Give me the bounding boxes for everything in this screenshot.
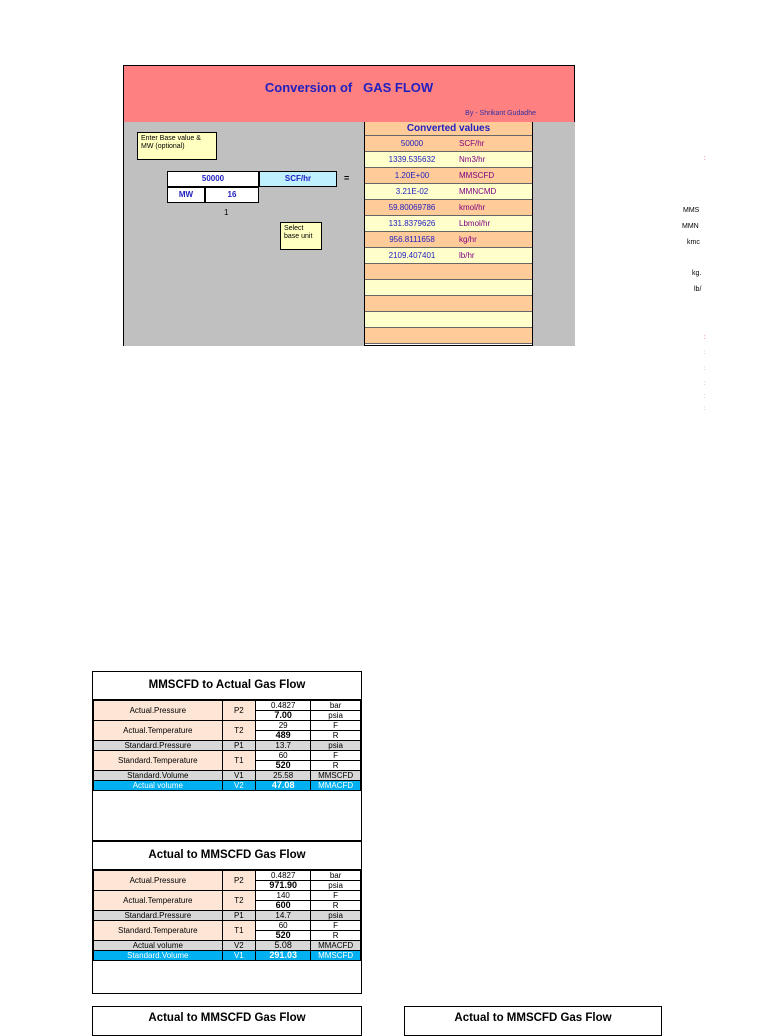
converted-value: 59.80069786 xyxy=(388,203,436,212)
actual-to-mmscfd-table-4 xyxy=(404,1006,662,1036)
unit: F xyxy=(311,751,361,761)
note-select-base-unit: Select base unit xyxy=(280,222,322,250)
converted-value: 1.20E+00 xyxy=(394,171,430,180)
converted-value-row xyxy=(365,328,532,344)
label: Standard.Volume xyxy=(94,951,223,961)
value: 7.00 xyxy=(256,711,311,721)
converted-unit: Nm3/hr xyxy=(459,155,486,164)
unit: psia xyxy=(311,881,361,891)
actual-to-mmscfd-table xyxy=(92,841,362,994)
label: Standard.Temperature xyxy=(94,921,223,941)
value: 600 xyxy=(256,901,311,911)
side-label-lb: lb/ xyxy=(694,286,702,293)
value: 520 xyxy=(256,761,311,771)
converted-value-row xyxy=(365,152,532,168)
unit: MMSCFD xyxy=(311,771,361,781)
mw-input[interactable]: 16 xyxy=(205,187,259,203)
side-label-mmncmd: MMN xyxy=(682,223,699,230)
mw-label: MW xyxy=(167,187,205,203)
side-marker: : xyxy=(704,350,706,356)
converted-value-row xyxy=(365,248,532,264)
symbol: V2 xyxy=(222,941,256,951)
converted-value-row xyxy=(365,184,532,200)
side-label-kmol: kmc xyxy=(687,239,700,246)
converted-unit: MMNCMD xyxy=(459,187,497,196)
value: 489 xyxy=(256,731,311,741)
symbol: T1 xyxy=(222,921,256,941)
label: Actual.Pressure xyxy=(94,871,223,891)
value[interactable]: 25.58 xyxy=(256,771,311,781)
unit: F xyxy=(311,921,361,931)
equals-sign: = xyxy=(344,173,350,183)
value[interactable]: 140 xyxy=(256,891,311,901)
converted-value: 50000 xyxy=(400,139,424,148)
table-title: Actual to MMSCFD Gas Flow xyxy=(148,849,306,861)
symbol: P1 xyxy=(222,741,256,751)
unit: R xyxy=(311,901,361,911)
label: Actual volume xyxy=(94,781,223,791)
converted-value-row xyxy=(365,280,532,296)
actual-to-mmscfd-table-3 xyxy=(92,1006,362,1036)
label: Standard.Temperature xyxy=(94,751,223,771)
value: 971.90 xyxy=(256,881,311,891)
converted-value-row xyxy=(365,232,532,248)
table-grid xyxy=(93,870,361,961)
converter-title: Conversion of GAS FLOW xyxy=(264,80,434,95)
converted-value-row xyxy=(365,136,532,152)
side-marker: : xyxy=(704,156,706,162)
converter-header xyxy=(124,66,574,123)
unit: psia xyxy=(311,741,361,751)
converted-values-header: Converted values xyxy=(365,122,532,136)
unit: MMACFD xyxy=(311,781,361,791)
value[interactable]: 13.7 xyxy=(256,741,311,751)
converted-unit: kg/hr xyxy=(459,235,477,244)
unit: psia xyxy=(311,711,361,721)
side-label-mmscfd: MMS xyxy=(683,207,700,214)
label: Actual.Temperature xyxy=(94,891,223,911)
unit: R xyxy=(311,731,361,741)
unit: bar xyxy=(311,701,361,711)
unit: R xyxy=(311,931,361,941)
converted-unit: lb/hr xyxy=(459,251,475,260)
result-value: 291.03 xyxy=(256,951,311,961)
table-title: Actual to MMSCFD Gas Flow xyxy=(454,1012,612,1024)
converted-value: 3.21E-02 xyxy=(395,187,429,196)
label: Standard.Pressure xyxy=(94,911,223,921)
converted-value: 1339.535632 xyxy=(388,155,436,164)
right-gray-area xyxy=(532,122,575,346)
symbol: P2 xyxy=(222,701,256,721)
index-value: 1 xyxy=(224,208,229,217)
value[interactable]: 0.4827 xyxy=(256,871,311,881)
converted-value-row xyxy=(365,168,532,184)
symbol: P2 xyxy=(222,871,256,891)
value: 520 xyxy=(256,931,311,941)
symbol: V2 xyxy=(222,781,256,791)
result-value: 47.08 xyxy=(256,781,311,791)
value[interactable]: 5.08 xyxy=(256,941,311,951)
converted-value-row xyxy=(365,264,532,280)
symbol: V1 xyxy=(222,771,256,781)
table-title: Actual to MMSCFD Gas Flow xyxy=(148,1012,306,1024)
symbol: P1 xyxy=(222,911,256,921)
input-area xyxy=(124,122,365,346)
side-label-kg: kg. xyxy=(692,270,702,277)
label: Actual volume xyxy=(94,941,223,951)
converted-value: 131.8379626 xyxy=(388,219,436,228)
gas-flow-converter-panel xyxy=(123,65,575,346)
unit: F xyxy=(311,721,361,731)
mmscfd-to-actual-table xyxy=(92,671,362,841)
unit: F xyxy=(311,891,361,901)
converted-value-row xyxy=(365,296,532,312)
side-marker: : xyxy=(704,394,706,400)
converted-unit: Lbmol/hr xyxy=(459,219,491,228)
converted-value-row xyxy=(365,312,532,328)
value[interactable]: 29 xyxy=(256,721,311,731)
side-marker: : xyxy=(704,366,706,372)
unit: bar xyxy=(311,871,361,881)
base-value-input[interactable]: 50000 xyxy=(167,171,259,187)
unit: MMSCFD xyxy=(311,951,361,961)
unit: psia xyxy=(311,911,361,921)
note-enter-base: Enter Base value & MW (optional) xyxy=(137,132,217,160)
value[interactable]: 0.4827 xyxy=(256,701,311,711)
symbol: T1 xyxy=(222,751,256,771)
table-grid xyxy=(93,700,361,791)
symbol: V1 xyxy=(222,951,256,961)
value[interactable]: 60 xyxy=(256,921,311,931)
converted-unit: kmol/hr xyxy=(459,203,486,212)
converted-value: 2109.407401 xyxy=(388,251,436,260)
converted-value-row xyxy=(365,216,532,232)
value[interactable]: 14.7 xyxy=(256,911,311,921)
side-marker: : xyxy=(704,406,706,412)
unit: R xyxy=(311,761,361,771)
label: Standard.Pressure xyxy=(94,741,223,751)
value[interactable]: 60 xyxy=(256,751,311,761)
unit: MMACFD xyxy=(311,941,361,951)
converted-unit: SCF/hr xyxy=(459,139,485,148)
symbol: T2 xyxy=(222,721,256,741)
converted-value-row xyxy=(365,200,532,216)
converted-unit: MMSCFD xyxy=(459,171,495,180)
side-marker: : xyxy=(704,335,706,341)
symbol: T2 xyxy=(222,891,256,911)
converter-author: By - Shrikant Gudadhe xyxy=(465,110,536,117)
base-unit-select[interactable]: SCF/hr xyxy=(259,171,337,187)
label: Actual.Pressure xyxy=(94,701,223,721)
table-title: MMSCFD to Actual Gas Flow xyxy=(148,679,306,691)
converted-value: 956.8111658 xyxy=(389,235,435,244)
label: Actual.Temperature xyxy=(94,721,223,741)
side-marker: : xyxy=(704,381,706,387)
label: Standard.Volume xyxy=(94,771,223,781)
